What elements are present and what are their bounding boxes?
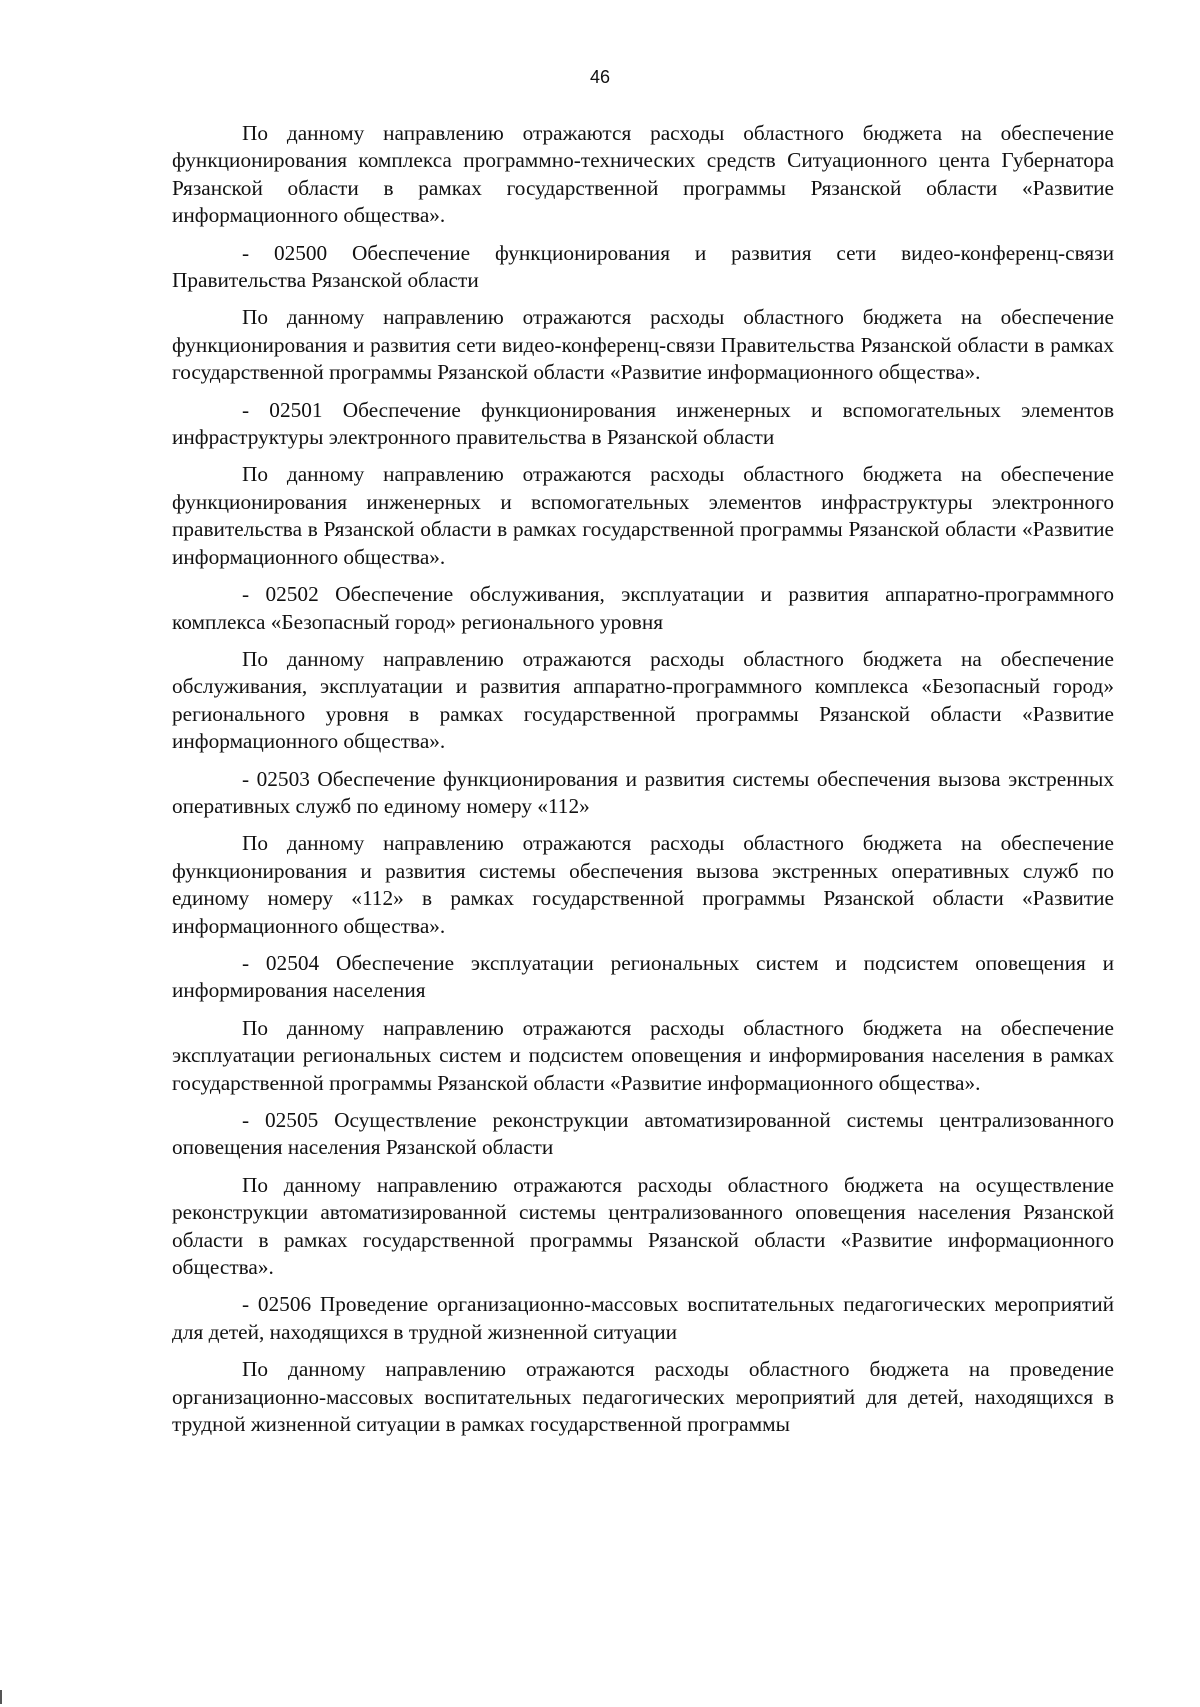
body-paragraph: По данному направлению отражаются расходы областного бюджета на обеспечение функционирования инженерных и вспомогательных элементов инфраструктуры электронного правительства в Рязанской области в рамках государственной программы Рязанской области «Развитие информационного общества». xyxy=(172,462,1114,569)
body-paragraph: По данному направлению отражаются расходы областного бюджета на обеспечение эксплуатации региональных систем и подсистем оповещения и информирования населения в рамках государственной программы Рязанской области «Развитие информационного общества». xyxy=(172,1015,1114,1095)
section-heading-02504: - 02504 Обеспечение эксплуатации региональных систем и подсистем оповещения и информирования населения xyxy=(172,950,1114,1003)
document-body xyxy=(172,120,1114,1448)
section-heading-02500: - 02500 Обеспечение функционирования и развития сети видео-конференц-связи Правительства Рязанской области xyxy=(172,240,1114,293)
body-paragraph: По данному направлению отражаются расходы областного бюджета на обеспечение функционирования и развития сети видео-конференц-связи Правительства Рязанской области в рамках государственной программы Рязанской области «Развитие информационного общества». xyxy=(172,305,1114,385)
body-paragraph: По данному направлению отражаются расходы областного бюджета на обеспечение функционирования и развития системы обеспечения вызова экстренных оперативных служб по единому номеру «112» в рамках государственной программы Рязанской области «Развитие информационного общества». xyxy=(172,831,1114,938)
body-paragraph: По данному направлению отражаются расходы областного бюджета на проведение организационно-массовых воспитательных педагогических мероприятий для детей, находящихся в трудной жизненной ситуации в рамках государственной программы xyxy=(172,1357,1114,1437)
body-paragraph: По данному направлению отражаются расходы областного бюджета на осуществление реконструкции автоматизированной системы централизованного оповещения населения Рязанской области в рамках государственной программы Рязанской области «Развитие информационного общества». xyxy=(172,1172,1114,1280)
page-number: 46 xyxy=(589,67,611,87)
body-paragraph: По данному направлению отражаются расходы областного бюджета на обеспечение обслуживания, эксплуатации и развития аппаратно-программного комплекса «Безопасный город» регионального уровня в рамках государственной программы Рязанской области «Развитие информационного общества». xyxy=(172,646,1114,754)
section-heading-02502: - 02502 Обеспечение обслуживания, эксплуатации и развития аппаратно-программного комплекса «Безопасный город» регионального уровня xyxy=(172,582,1114,634)
scan-edge-mark xyxy=(0,1690,2,1704)
section-heading-02501: - 02501 Обеспечение функционирования инженерных и вспомогательных элементов инфраструктуры электронного правительства в Рязанской области xyxy=(172,397,1114,450)
section-heading-02506: - 02506 Проведение организационно-массовых воспитательных педагогических мероприятий для детей, находящихся в трудной жизненной ситуации xyxy=(172,1292,1114,1344)
section-heading-02503: - 02503 Обеспечение функционирования и развития системы обеспечения вызова экстренных оперативных служб по единому номеру «112» xyxy=(172,766,1114,818)
body-paragraph: По данному направлению отражаются расходы областного бюджета на обеспечение функционирования комплекса программно-технических средств Ситуационного цента Губернатора Рязанской области в рамках государственной программы Рязанской области «Развитие информационного общества». xyxy=(172,121,1114,228)
section-heading-02505: - 02505 Осуществление реконструкции автоматизированной системы централизованного оповещения населения Рязанской области xyxy=(172,1108,1114,1160)
